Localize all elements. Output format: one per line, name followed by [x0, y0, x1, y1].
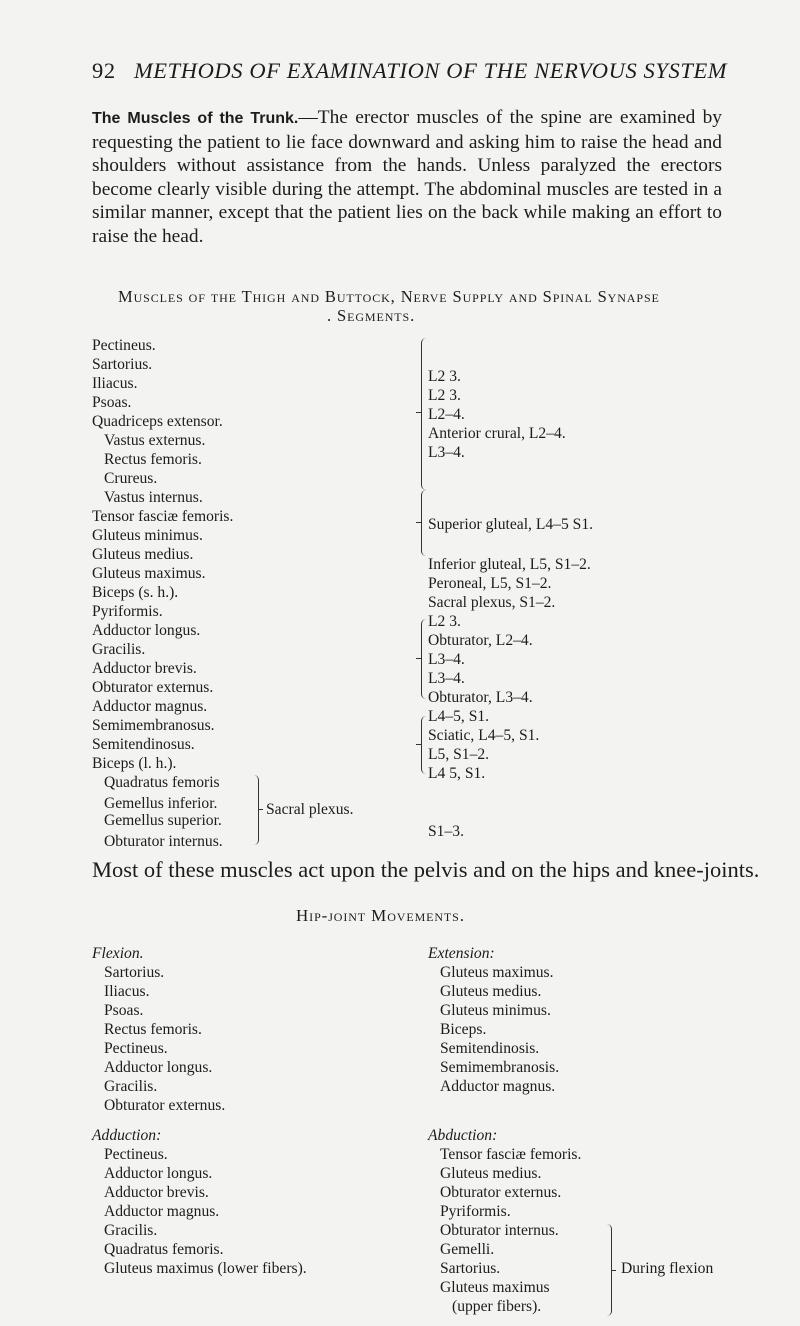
- muscle-gemellus-inferior: Gemellus inferior.: [104, 795, 218, 812]
- adduction-item: Gluteus maximus (lower fibers).: [104, 1260, 307, 1277]
- trunk-paragraph: [92, 106, 722, 248]
- nerve-3: L2–4.: [428, 406, 465, 423]
- extension-item: Gluteus minimus.: [440, 1002, 551, 1019]
- nerve-7: Inferior gluteal, L5, S1–2.: [428, 556, 591, 573]
- table-title-line1: Muscles of the Thigh and Buttock, Nerve Supply and Spinal Synapse: [118, 287, 660, 306]
- page-number: 92: [92, 58, 116, 83]
- nerve-17: L5, S1–2.: [428, 746, 490, 763]
- adduction-heading: Adduction:: [92, 1127, 162, 1144]
- pelvis-sentence: Most of these muscles act upon the pelvis and on the hips and knee-joints.: [92, 857, 760, 882]
- brace-sciatic-tip: [416, 744, 421, 745]
- muscle-gracilis: Gracilis.: [92, 641, 146, 658]
- adduction-item: Pectineus.: [104, 1146, 168, 1163]
- nerve-13: L3–4.: [428, 670, 465, 687]
- running-title: METHODS OF EXAMINATION OF THE NERVOUS SYSTEM: [133, 58, 728, 83]
- extension-item: Gluteus medius.: [440, 983, 542, 1000]
- nerve-4: Anterior crural, L2–4.: [428, 425, 566, 442]
- flexion-item: Obturator externus.: [104, 1097, 226, 1114]
- flexion-item: Adductor longus.: [104, 1059, 213, 1076]
- trunk-heading: The Muscles of the Trunk.: [92, 110, 299, 127]
- muscle-semimembranosus: Semimembranosus.: [92, 717, 215, 734]
- extension-item: Semimembranosis.: [440, 1059, 560, 1076]
- flexion-item: Psoas.: [104, 1002, 144, 1019]
- extension-heading: Extension:: [428, 945, 495, 962]
- abduction-item: (upper fibers).: [452, 1298, 542, 1315]
- nerve-9: Sacral plexus, S1–2.: [428, 594, 556, 611]
- muscle-psoas: Psoas.: [92, 394, 132, 411]
- nerve-11: Obturator, L2–4.: [428, 632, 533, 649]
- muscle-gemellus-superior: Gemellus superior.: [104, 812, 222, 829]
- flexion-item: Iliacus.: [104, 983, 150, 1000]
- adduction-item: Adductor brevis.: [104, 1184, 209, 1201]
- muscle-pyriformis: Pyriformis.: [92, 603, 163, 620]
- extension-item: Biceps.: [440, 1021, 487, 1038]
- abduction-item: Pyriformis.: [440, 1203, 511, 1220]
- muscle-adductor-magnus: Adductor magnus.: [92, 698, 208, 715]
- brace-superior-gluteal: [421, 490, 428, 556]
- nerve-6: Superior gluteal, L4–5 S1.: [428, 516, 594, 533]
- during-flexion-label: During flexion: [621, 1260, 714, 1277]
- extension-item: Semitendinosis.: [440, 1040, 540, 1057]
- sacral-plexus-label: Sacral plexus.: [266, 801, 354, 818]
- nerve-5: L3–4.: [428, 444, 465, 461]
- muscle-pectineus: Pectineus.: [92, 337, 156, 354]
- brace-superior-gluteal-tip: [416, 522, 421, 523]
- abduction-item: Gluteus maximus: [440, 1279, 550, 1296]
- during-flexion-brace-tip: [611, 1270, 616, 1271]
- brace-obturator-tip: [416, 658, 421, 659]
- adduction-item: Adductor magnus.: [104, 1203, 220, 1220]
- flexion-item: Gracilis.: [104, 1078, 158, 1095]
- brace-femoral-group: [421, 338, 428, 490]
- flexion-heading: Flexion.: [92, 945, 144, 962]
- muscle-rectus-femoris: Rectus femoris.: [104, 451, 202, 468]
- adduction-item: Gracilis.: [104, 1222, 158, 1239]
- sacral-plexus-brace-tip: [258, 809, 263, 810]
- muscle-tensor-fasciae-femoris: Tensor fasciæ femoris.: [92, 508, 234, 525]
- brace-femoral-tip: [416, 412, 421, 413]
- adduction-item: Quadratus femoris.: [104, 1241, 224, 1258]
- flexion-item: Rectus femoris.: [104, 1021, 202, 1038]
- muscle-quadriceps-extensor: Quadriceps extensor.: [92, 413, 223, 430]
- abduction-item: Gluteus medius.: [440, 1165, 542, 1182]
- muscle-adductor-longus: Adductor longus.: [92, 622, 201, 639]
- abduction-item: Obturator externus.: [440, 1184, 562, 1201]
- flexion-item: Sartorius.: [104, 964, 165, 981]
- table-title-line2: . Segments.: [327, 306, 416, 325]
- trunk-text: —The erector muscles of the spine are examined by requesting the patient to lie face downward and asking him to raise the head and shoulders without assistance from the hands. Unless paralyzed the erectors become clearly visible during the attempt. The abdominal muscles are tested in a similar manner, except that the patient lies on the back while making an effort to raise the head.: [92, 107, 722, 247]
- abduction-item: Sartorius.: [440, 1260, 501, 1277]
- nerve-8: Peroneal, L5, S1–2.: [428, 575, 552, 592]
- muscle-obturator-externus: Obturator externus.: [92, 679, 214, 696]
- muscle-vastus-externus: Vastus externus.: [104, 432, 206, 449]
- hip-title: Hip-joint Movements.: [296, 906, 465, 925]
- abduction-item: Obturator internus.: [440, 1222, 559, 1239]
- abduction-item: Gemelli.: [440, 1241, 495, 1258]
- muscle-adductor-brevis: Adductor brevis.: [92, 660, 197, 677]
- nerve-16: Sciatic, L4–5, S1.: [428, 727, 540, 744]
- muscle-quadratus-femoris: Quadratus femoris: [104, 774, 220, 791]
- brace-sciatic: [421, 716, 428, 774]
- brace-obturator-group: [421, 619, 428, 699]
- nerve-15: L4–5, S1.: [428, 708, 490, 725]
- muscle-crureus: Crureus.: [104, 470, 158, 487]
- nerve-2: L2 3.: [428, 387, 461, 404]
- muscle-gluteus-maximus: Gluteus maximus.: [92, 565, 206, 582]
- muscle-iliacus: Iliacus.: [92, 375, 138, 392]
- abduction-item: Tensor fasciæ femoris.: [440, 1146, 582, 1163]
- muscle-obturator-internus: Obturator internus.: [104, 833, 223, 850]
- muscle-gluteus-medius: Gluteus medius.: [92, 546, 194, 563]
- nerve-10: L2 3.: [428, 613, 461, 630]
- nerve-19: S1–3.: [428, 823, 464, 840]
- nerve-14: Obturator, L3–4.: [428, 689, 533, 706]
- extension-item: Adductor magnus.: [440, 1078, 556, 1095]
- abduction-heading: Abduction:: [428, 1127, 498, 1144]
- muscle-biceps-lh: Biceps (l. h.).: [92, 755, 177, 772]
- muscle-vastus-internus: Vastus internus.: [104, 489, 203, 506]
- extension-item: Gluteus maximus.: [440, 964, 554, 981]
- adduction-item: Adductor longus.: [104, 1165, 213, 1182]
- nerve-18: L4 5, S1.: [428, 765, 486, 782]
- nerve-1: L2 3.: [428, 368, 461, 385]
- muscle-sartorius: Sartorius.: [92, 356, 153, 373]
- muscle-semitendinosus: Semitendinosus.: [92, 736, 195, 753]
- nerve-12: L3–4.: [428, 651, 465, 668]
- running-header: [92, 58, 727, 84]
- flexion-item: Pectineus.: [104, 1040, 168, 1057]
- muscle-biceps-sh: Biceps (s. h.).: [92, 584, 179, 601]
- muscle-gluteus-minimus: Gluteus minimus.: [92, 527, 203, 544]
